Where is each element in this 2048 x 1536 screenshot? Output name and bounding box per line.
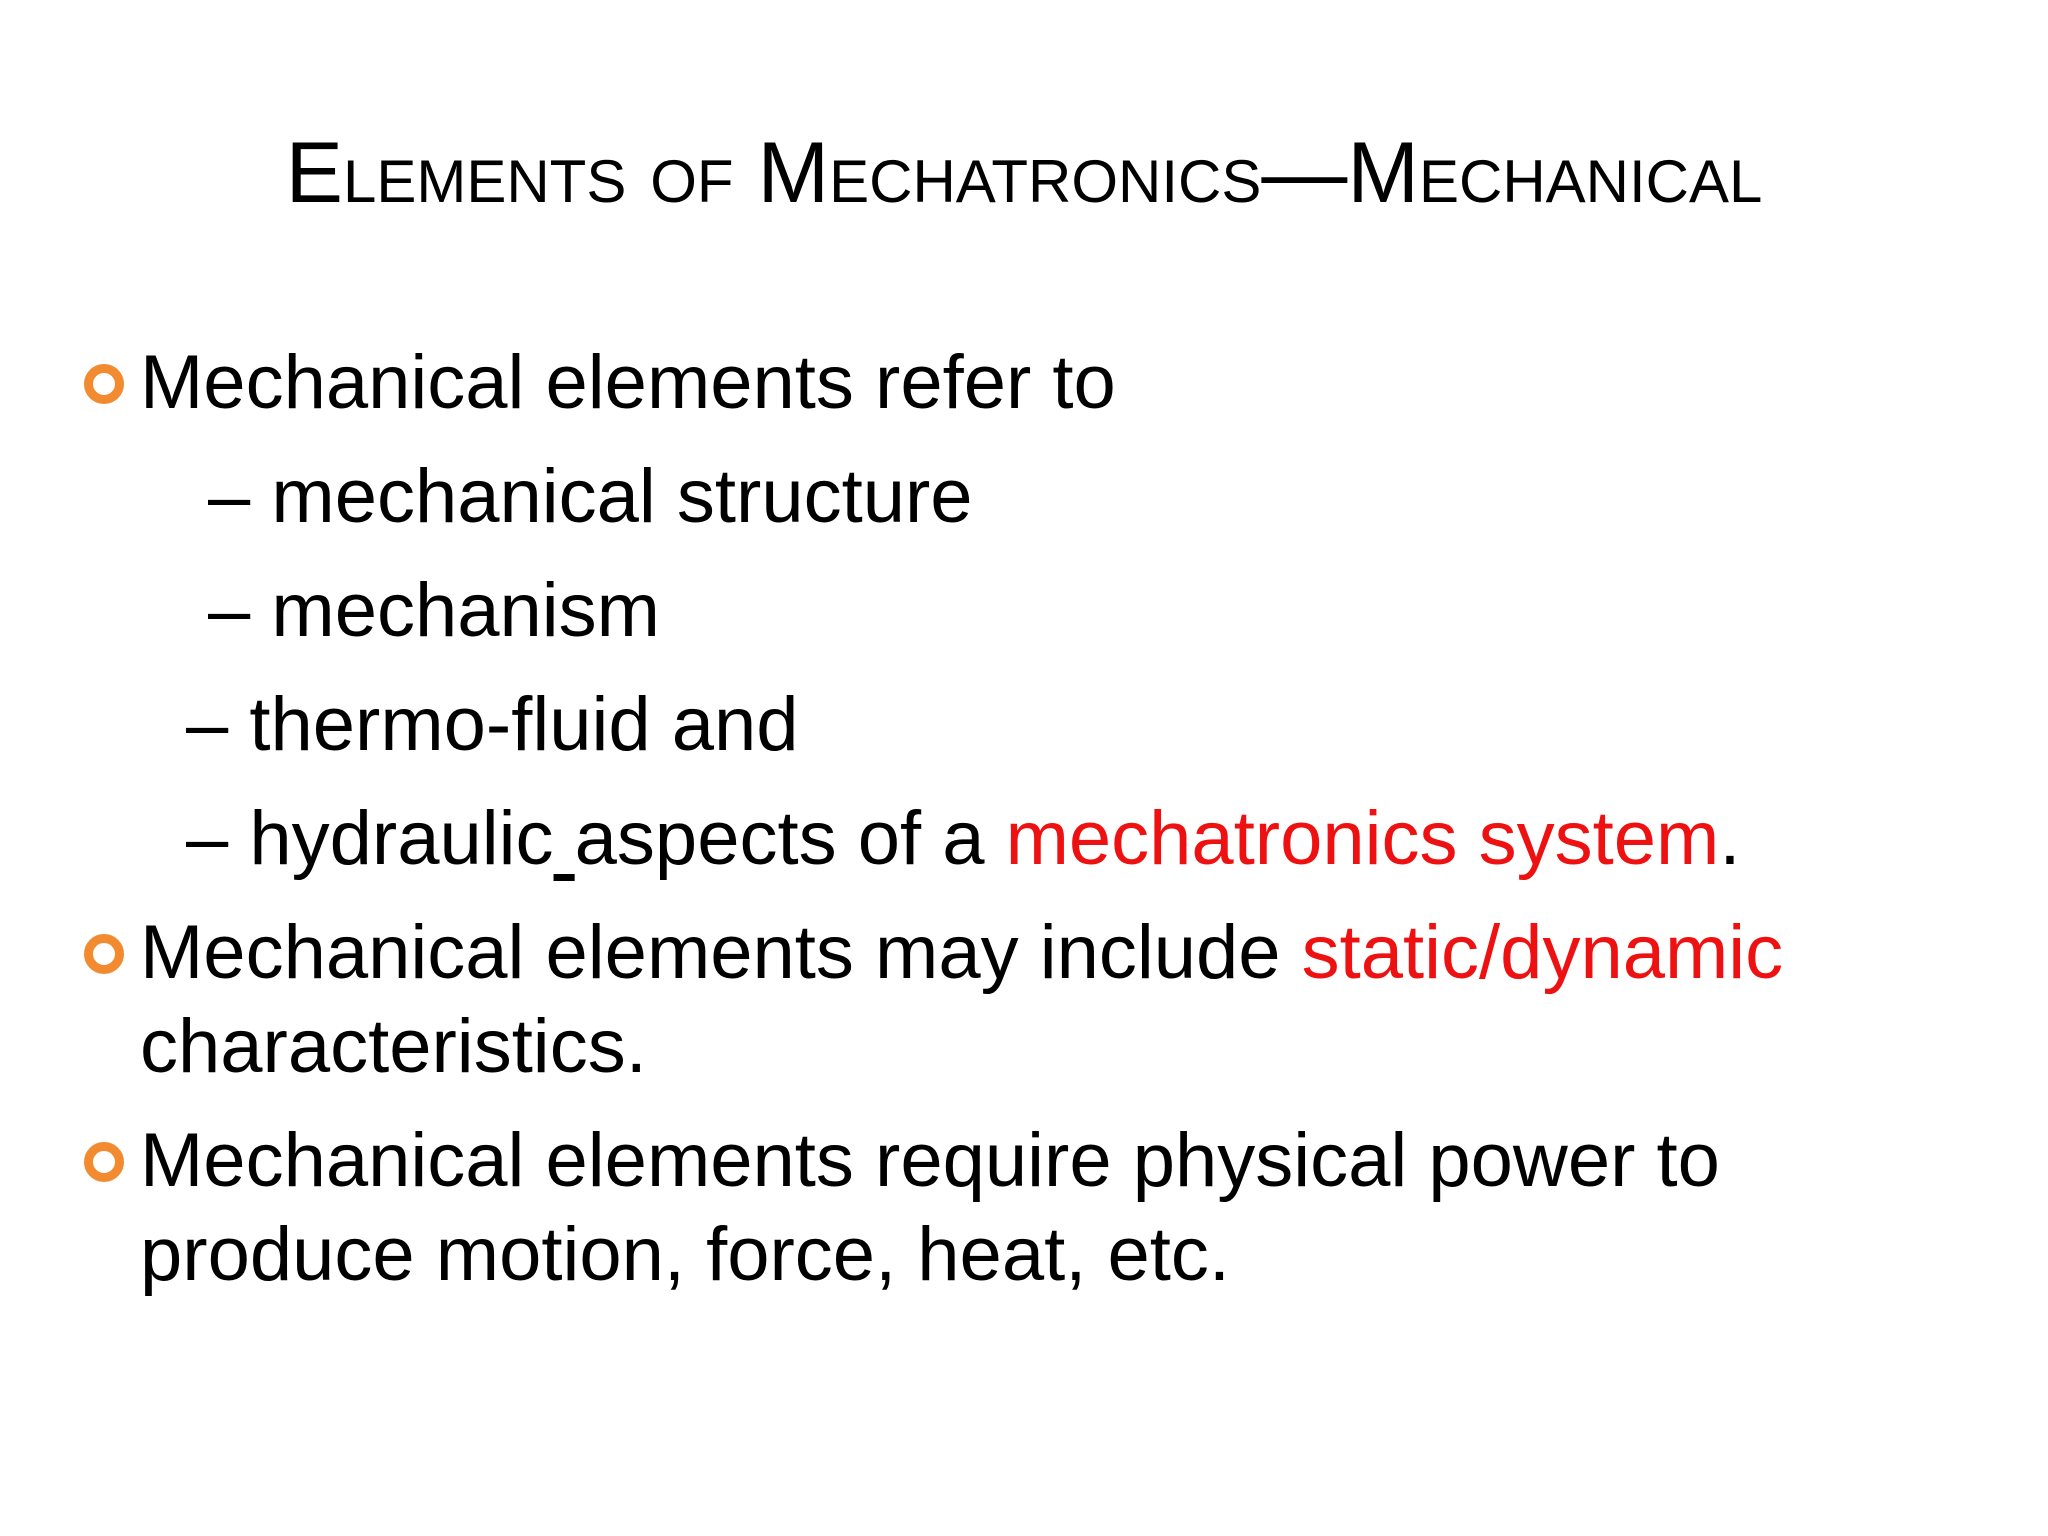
bullet-item-1 (140, 336, 1960, 430)
ring-bullet-icon (84, 934, 124, 974)
bullet-text: Mechanical elements require physical power to produce motion, force, heat, etc. (140, 1118, 1720, 1297)
sub-item-hydraulic (186, 792, 1740, 886)
ring-bullet-icon (84, 364, 124, 404)
sub-item-thermo-fluid (186, 678, 799, 772)
highlight-text: mechatronics system (1005, 796, 1720, 881)
sub-item-mechanical-structure (208, 450, 973, 544)
bullet-item-2 (140, 906, 1960, 1094)
sub-item-underscore (554, 796, 575, 881)
sub-item-text: – mechanism (208, 568, 660, 653)
bullet-text: characteristics. (140, 1004, 647, 1089)
highlight-text: static/dynamic (1301, 910, 1784, 995)
sub-item-text: aspects of a (574, 796, 1006, 881)
sub-item-mechanism (208, 564, 660, 658)
sub-item-text: – mechanical structure (208, 454, 973, 539)
ring-bullet-icon (84, 1142, 124, 1182)
slide-title: Elements of Mechatronics—Mechanical (285, 125, 1763, 221)
bullet-item-3 (140, 1114, 1840, 1302)
sub-item-text: – hydraulic (186, 796, 554, 881)
sub-item-text: . (1719, 796, 1741, 881)
bullet-text: Mechanical elements may include (140, 910, 1302, 995)
sub-item-text: – thermo-fluid and (186, 682, 799, 767)
bullet-text: Mechanical elements refer to (140, 340, 1116, 425)
